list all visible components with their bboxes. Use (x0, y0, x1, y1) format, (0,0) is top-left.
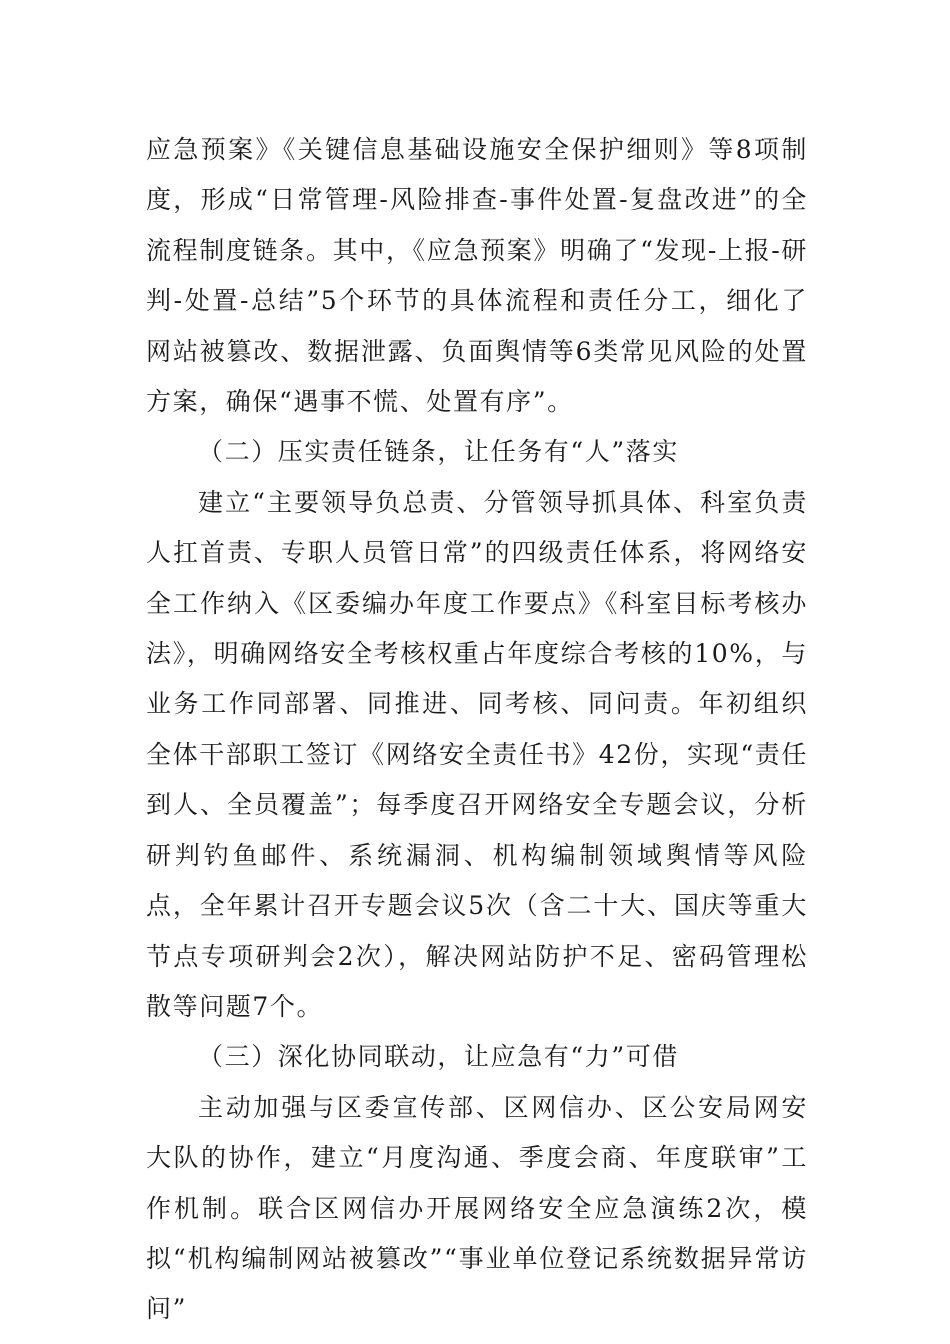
section-heading-2: （二）压实责任链条，让任务有“人”落实 (198, 437, 679, 467)
document-body (146, 125, 808, 1335)
paragraph-continuation: 应急预案》《关键信息基础设施安全保护细则》等8项制度，形成“日常管理-风险排查-事件处置-复盘改进”的全流程制度链条。其中，《应急预案》明确了“发现-上报-研判-处置-总结”5个环节的具体流程和责任分工，细化了网站被篡改、数据泄露、负面舆情等6类常见风险的处置方案，确保“遇事不慌、处置有序”。 (146, 135, 808, 417)
paragraph-coordination: 主动加强与区委宣传部、区网信办、区公安局网安大队的协作，建立“月度沟通、季度会商、年度联审”工作机制。联合区网信办开展网络安全应急演练2次，模拟“机构编制网站被篡改”“事业单位登记系统数据异常访问” (146, 1092, 808, 1324)
section-heading-3: （三）深化协同联动，让应急有“力”可借 (198, 1042, 679, 1072)
paragraph-responsibility: 建立“主要领导负总责、分管领导抓具体、科室负责人扛首责、专职人员管日常”的四级责任体系，将网络安全工作纳入《区委编办年度工作要点》《科室目标考核办法》，明确网络安全考核权重占年度综合考核的10%，与业务工作同部署、同推进、同考核、同问责。年初组织全体干部职工签订《网络安全责任书》42份，实现“责任到人、全员覆盖”；每季度召开网络安全专题会议，分析研判钓鱼邮件、系统漏洞、机构编制领域舆情等风险点，全年累计召开专题会议5次（含二十大、国庆等重大节点专项研判会2次），解决网站防护不足、密码管理松散等问题7个。 (146, 487, 808, 1021)
